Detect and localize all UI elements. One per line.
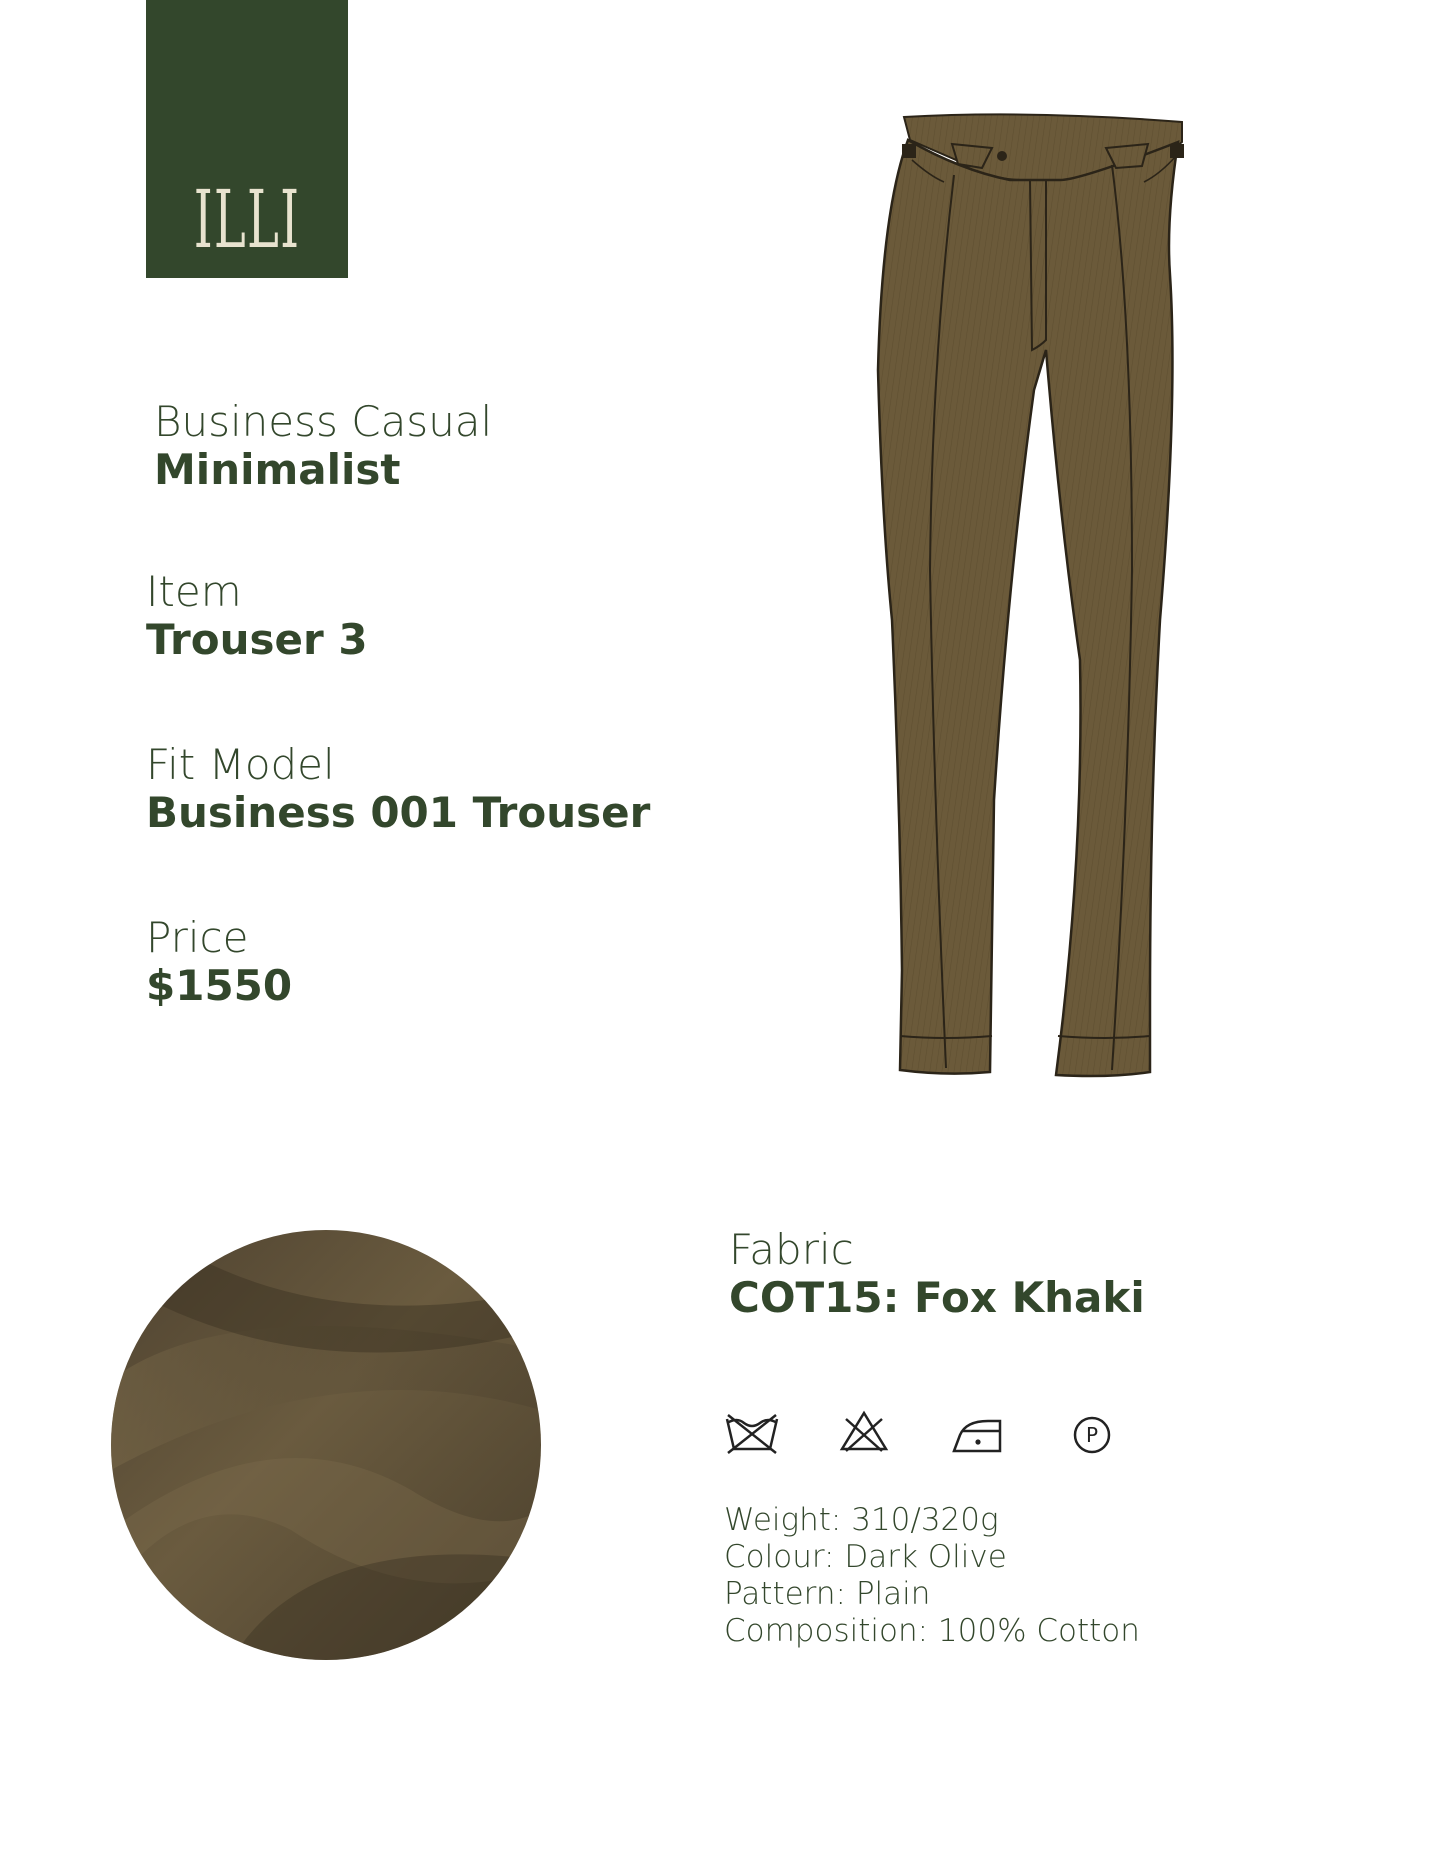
price-value: $1550 [146,961,293,1011]
fabric-label: Fabric [729,1225,854,1274]
fit-model-value: Business 001 Trouser [146,788,651,838]
do-not-bleach-icon [834,1405,894,1465]
item-label: Item [146,567,242,616]
fit-model-label: Fit Model [146,740,335,789]
do-not-wash-icon [722,1405,782,1465]
svg-text:P: P [1085,1423,1099,1447]
spec-pattern: Pattern: Plain [724,1576,931,1612]
item-block [146,568,368,665]
fabric-specs [724,1502,1140,1650]
price-block [146,914,292,1011]
fit-model-block [146,741,650,838]
style-name: Minimalist [154,445,401,495]
style-category: Business Casual [154,397,493,446]
price-label: Price [146,913,249,962]
spec-weight: Weight: 310/320g [724,1502,999,1538]
logo-mark: ILLI [193,173,301,266]
item-value: Trouser 3 [146,615,368,665]
trouser-illustration [860,100,1240,1090]
spec-composition: Composition: 100% Cotton [724,1613,1140,1649]
iron-low-icon [948,1405,1008,1465]
brand-logo [146,0,348,278]
style-block [154,398,492,495]
fabric-value: COT15: Fox Khaki [729,1273,1145,1323]
fabric-block [729,1226,1145,1323]
fabric-swatch [111,1230,541,1660]
care-icons [722,1405,1142,1465]
dry-clean-p-icon [1062,1405,1122,1465]
spec-colour: Colour: Dark Olive [724,1539,1007,1575]
